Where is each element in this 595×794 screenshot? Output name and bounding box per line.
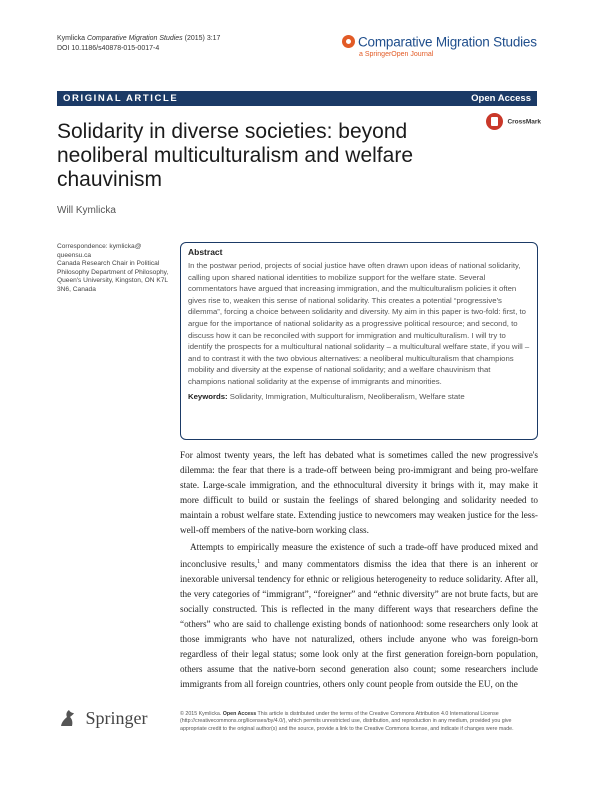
citation-line xyxy=(57,34,220,44)
license-open-access: Open Access xyxy=(222,711,257,717)
journal-name: Comparative Migration Studies xyxy=(358,34,537,50)
body-text xyxy=(180,448,538,693)
crossmark-button[interactable] xyxy=(486,113,546,131)
publisher-name: Springer xyxy=(85,707,148,728)
crossmark-icon xyxy=(486,113,503,130)
abstract-box xyxy=(180,242,538,440)
springer-horse-icon xyxy=(57,707,79,729)
abstract-text: In the postwar period, projects of social justice have often drawn upon ideas of national solidarity, calling upon shared national identities to mobilize support for the welfare state. Several commentators have argued that increasing immigration, and the multiculturalism policies it often gives rise to, weaken this sense of national solidarity. This creates a potential “progressive's dilemma”, forcing a choice between solidarity and diversity. My aim in this paper is two-fold: first, to argue for the importance of national solidarity as a progressive political resource; and second, to discuss how it can be reconciled with support for immigration and multiculturalism. I will try to identify the prospects for a multicultural national solidarity – a multicultural welfare state, if you will – and to contrast it with the two obvious alternatives: a neoliberal multiculturalism that champions mobility and diversity at the expense of national solidarity; and a welfare chauvinism that champions national solidarity at the expense of immigrants and minorities. xyxy=(188,261,530,386)
paragraph: For almost twenty years, the left has debated what is sometimes called the new progressive's dilemma: the fear that there is a trade-off between being pro-immigrant and being pro-welfare state. Large-scale immigration, and the ethnocultural diversity it brings with it, may make it more difficult to build or sustain the feelings of shared belonging and solidarity needed to maintain a robust welfare state. Extending justice to newcomers may weaken justice for the less-well-off members of the native-born working class. xyxy=(180,450,538,536)
article-type-banner xyxy=(57,91,537,106)
citation-journal: Comparative Migration Studies xyxy=(86,35,183,42)
open-access-label: Open Access xyxy=(471,93,531,104)
license-prefix: © 2015 Kymlicka. xyxy=(180,711,222,717)
license-text xyxy=(180,711,538,733)
abstract-heading: Abstract xyxy=(188,247,223,257)
correspondence-email[interactable]: Correspondence: kymlicka@ queensu.ca xyxy=(57,243,142,259)
citation-rest: (2015) 3:17 xyxy=(184,35,221,42)
paragraph-part: and many commentators dismiss the idea that there is an inherent or inexorable universal tendency for ethnic or religious heterogeneity to reduce solidarity. After all, the very categories of “immigrant”, “foreigner” and “ethnic diversity” are not brute facts, but are socially constructed. This is reflected in the many different ways that researchers define the “others” who are said to challenge existing bonds of nationhood: some researchers only look at those immigrants who have not naturalized, others include anyone who was foreign-born regardless of their legal status; some look only at the first generation foreign-born population, others assume that the native-born second generation also count; some researchers include immigrants from all foreign countries, others only count people from outside the EU, on the xyxy=(180,558,538,690)
keywords-label: Keywords: xyxy=(188,391,228,401)
paragraph-part: Attempts to empirically measure the existence of such a trade-off have produced mixed and inconclusive results, xyxy=(180,541,538,569)
correspondence-block xyxy=(57,243,172,295)
journal-logo[interactable] xyxy=(342,33,542,58)
footnote-ref[interactable]: 1 xyxy=(257,558,261,565)
license-body: This article is distributed under the terms of the Creative Commons Attribution 4.0 International License (http://creativecommons.org/licenses/by/4.0/), which permits unrestricted use, distribution, and reproduction in any medium, provided you give appropriate credit to the original author(s) and the source, provide a link to the Creative Commons license, and indicate if changes were made. xyxy=(180,711,514,732)
article-title: Solidarity in diverse societies: beyond neoliberal multiculturalism and welfare chauvinism xyxy=(57,120,413,191)
citation-author: Kymlicka xyxy=(57,35,86,42)
crossmark-label: CrossMark xyxy=(507,118,542,126)
keywords-list: Solidarity, Immigration, Multiculturalism, Neoliberalism, Welfare state xyxy=(229,391,465,401)
citation-block xyxy=(57,34,220,54)
journal-subtitle: a SpringerOpen Journal xyxy=(359,51,434,58)
paragraph xyxy=(180,540,538,693)
doi[interactable]: DOI 10.1186/s40878-015-0017-4 xyxy=(57,45,160,52)
publisher-logo xyxy=(57,707,177,729)
affiliation: Canada Research Chair in Political Philosophy Department of Philosophy, Queen's University, Kingston, ON K7L 3N6, Canada xyxy=(57,260,169,293)
author-name: Will Kymlicka xyxy=(57,205,116,216)
journal-logo-icon xyxy=(342,35,355,48)
keywords xyxy=(188,391,530,402)
article-type: ORIGINAL ARTICLE xyxy=(63,93,179,104)
